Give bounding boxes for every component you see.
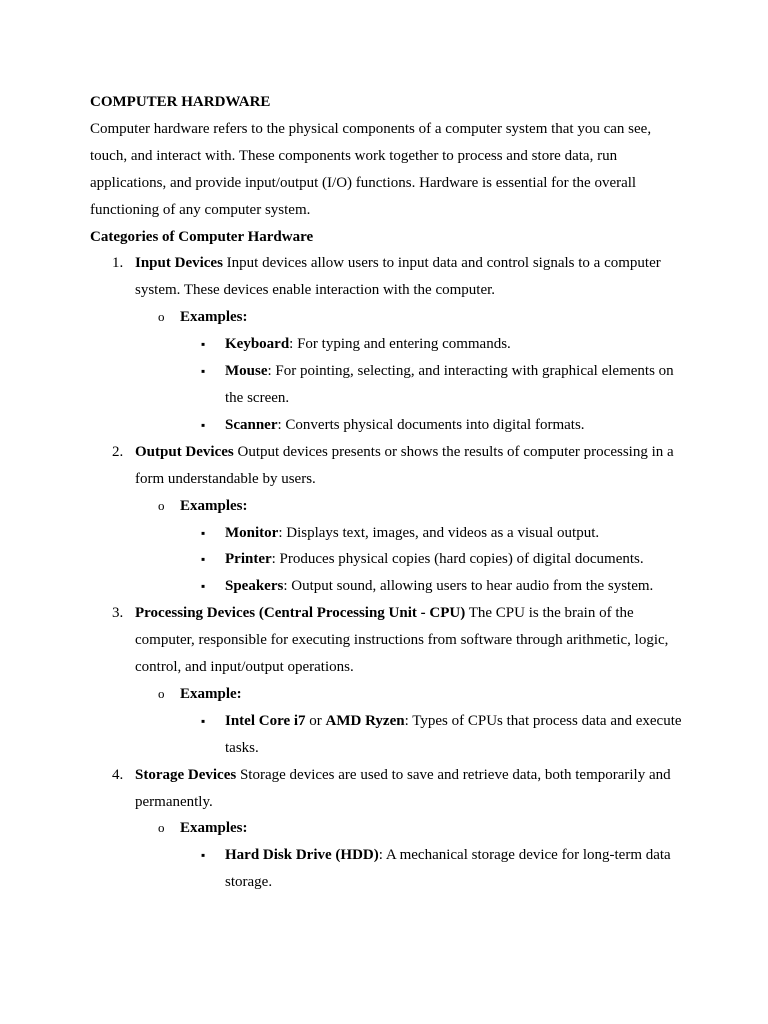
examples-label-row: [90, 815, 682, 842]
category-name: Storage Devices: [135, 766, 237, 783]
section-title: Categories of Computer Hardware: [90, 228, 314, 245]
example-connector: or: [305, 712, 326, 729]
example-item: [90, 546, 682, 573]
category-input-devices: [90, 250, 682, 304]
example-item: [90, 573, 682, 600]
example-term: Monitor: [225, 524, 279, 541]
list-number: 2.: [112, 443, 124, 460]
examples-label: Examples:: [180, 309, 248, 326]
examples-label-row: [90, 304, 682, 331]
category-processing-devices: [90, 600, 682, 681]
example-term: Keyboard: [225, 336, 290, 353]
example-text: : For typing and entering commands.: [289, 336, 511, 353]
example-text: : Displays text, images, and videos as a visual output.: [278, 524, 600, 541]
square-bullet-icon: ▪: [201, 364, 206, 379]
category-name: Output Devices: [135, 443, 234, 460]
example-text: : For pointing, selecting, and interacting with graphical elements on the screen.: [225, 363, 674, 406]
examples-label-row: [90, 493, 682, 520]
example-text: : A mechanical storage device for long-term data storage.: [225, 847, 671, 891]
category-name: Processing Devices (Central Processing Unit - CPU): [135, 605, 466, 622]
square-bullet-icon: ▪: [201, 337, 206, 352]
category-name: Input Devices: [135, 255, 223, 272]
examples-label-row: [90, 681, 682, 708]
example-term: Hard Disk Drive (HDD): [225, 847, 379, 864]
example-item: [90, 358, 682, 412]
example-item: [90, 842, 682, 896]
category-storage-devices: [90, 762, 682, 816]
example-item: [90, 412, 682, 439]
example-term: AMD Ryzen: [325, 712, 405, 729]
list-number: 1.: [112, 255, 124, 272]
circle-bullet-icon: o: [158, 309, 165, 325]
list-number: 3.: [112, 605, 124, 622]
example-term: Printer: [225, 551, 272, 568]
square-bullet-icon: ▪: [201, 552, 206, 567]
square-bullet-icon: ▪: [201, 579, 206, 594]
category-description: The CPU is the brain of the computer, responsible for executing instructions from software through arithmetic, logic, control, and input/output operations.: [135, 605, 669, 676]
example-term: Mouse: [225, 363, 268, 380]
examples-label: Example:: [180, 685, 242, 702]
intro-paragraph: Computer hardware refers to the physical components of a computer system that you can see, touch, and interact with. These components work together to process and store data, run applications, and provide input/output (I/O) functions. Hardware is essential for the overall functioning of any computer system.: [90, 120, 652, 218]
example-text: : Types of CPUs that process data and execute tasks.: [225, 712, 682, 756]
example-term: Scanner: [225, 416, 278, 433]
example-item: [90, 331, 682, 358]
example-text: : Converts physical documents into digital formats.: [277, 416, 585, 433]
example-term: Speakers: [225, 578, 284, 595]
examples-label: Examples:: [180, 820, 248, 837]
category-description: Input devices allow users to input data and control signals to a computer system. These devices enable interaction with the computer.: [135, 255, 661, 299]
example-text: : Output sound, allowing users to hear audio from the system.: [283, 578, 654, 595]
category-output-devices: [90, 439, 682, 493]
category-description: Output devices presents or shows the results of computer processing in a form understandable by users.: [135, 443, 674, 487]
category-description: Storage devices are used to save and retrieve data, both temporarily and permanently.: [135, 766, 671, 810]
list-number: 4.: [112, 766, 124, 783]
example-text: : Produces physical copies (hard copies) of digital documents.: [271, 551, 644, 568]
circle-bullet-icon: o: [158, 685, 165, 701]
square-bullet-icon: ▪: [201, 848, 206, 863]
examples-label: Examples:: [180, 497, 248, 514]
square-bullet-icon: ▪: [201, 525, 206, 540]
example-item: [90, 520, 682, 547]
square-bullet-icon: ▪: [201, 417, 206, 432]
square-bullet-icon: ▪: [201, 713, 206, 728]
document-page: [90, 89, 682, 896]
circle-bullet-icon: o: [158, 820, 165, 836]
circle-bullet-icon: o: [158, 497, 165, 513]
example-item: [90, 708, 682, 762]
document-title: COMPUTER HARDWARE: [90, 94, 271, 110]
example-term: Intel Core i7: [225, 712, 306, 729]
